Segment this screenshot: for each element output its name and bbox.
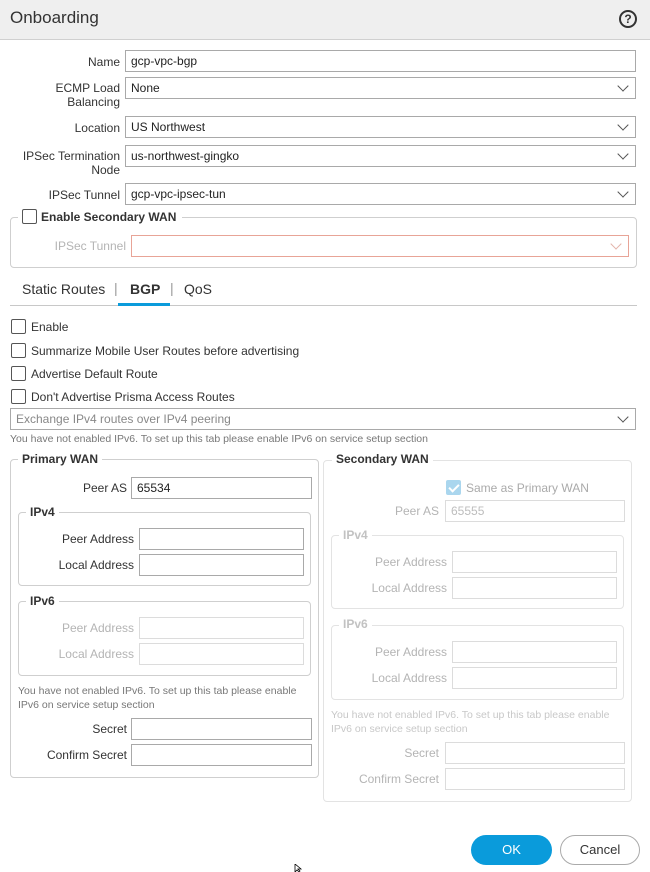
chevron-down-icon <box>617 148 628 159</box>
ipsec-node-select[interactable] <box>125 145 636 167</box>
secondary-ipv4-peer-input <box>452 551 617 573</box>
primary-ipv6-peer-input <box>139 617 304 639</box>
tab-qos[interactable]: QoS <box>184 281 213 297</box>
secondary-ipv6-local-label: Local Address <box>371 671 447 685</box>
secondary-wan-legend: Secondary WAN <box>332 452 433 466</box>
primary-ipv6-note-1: You have not enabled IPv6. To set up this tab please enable <box>18 685 297 697</box>
peer-as-input[interactable]: 65534 <box>131 477 312 499</box>
ipsec-node-label-2: Node <box>91 163 120 177</box>
same-as-primary-label: Same as Primary WAN <box>466 481 589 495</box>
summarize-checkbox[interactable] <box>11 343 26 358</box>
exchange-routes-value: Exchange IPv4 routes over IPv4 peering <box>16 412 231 426</box>
secondary-ipv6-peer-label: Peer Address <box>374 645 447 659</box>
location-select[interactable] <box>125 116 636 138</box>
ecmp-select[interactable] <box>125 77 636 99</box>
advertise-default-label: Advertise Default Route <box>31 367 158 381</box>
tab-bgp[interactable]: BGP <box>130 281 161 297</box>
secondary-ipv6-legend: IPv6 <box>339 617 372 631</box>
name-label: Name <box>87 55 120 69</box>
secondary-ipv6-peer-input <box>452 641 617 663</box>
chevron-down-icon <box>617 411 628 422</box>
summarize-label: Summarize Mobile User Routes before advertising <box>31 344 300 358</box>
ipsec-tunnel-value: gcp-vpc-ipsec-tun <box>131 187 226 201</box>
primary-ipv6-local-input <box>139 643 304 665</box>
name-input[interactable]: gcp-vpc-bgp <box>125 50 636 72</box>
primary-ipv4-peer-label: Peer Address <box>61 532 134 546</box>
ecmp-value: None <box>131 81 160 95</box>
advertise-default-checkbox[interactable] <box>11 366 26 381</box>
secret-label: Secret <box>92 722 127 736</box>
mouse-cursor-icon <box>294 864 304 872</box>
secondary-ipv6-local-input <box>452 667 617 689</box>
enable-secondary-wan-label: Enable Secondary WAN <box>41 209 177 224</box>
secondary-ipv4-local-label: Local Address <box>371 581 447 595</box>
primary-ipv4-peer-input[interactable] <box>139 528 304 550</box>
secondary-ipv4-peer-label: Peer Address <box>374 555 447 569</box>
exchange-routes-select[interactable] <box>10 408 636 430</box>
secondary-secret-input <box>445 742 625 764</box>
secret-input[interactable] <box>131 718 312 740</box>
chevron-down-icon <box>617 119 628 130</box>
dialog-title: Onboarding <box>10 8 99 27</box>
primary-wan-legend: Primary WAN <box>18 452 102 466</box>
location-label: Location <box>74 121 120 135</box>
secondary-ipv6-note-2: IPv6 on service setup section <box>331 723 468 735</box>
chevron-down-icon <box>617 186 628 197</box>
help-icon[interactable]: ? <box>619 10 637 28</box>
same-as-primary-checkbox[interactable] <box>446 480 461 495</box>
primary-ipv6-note-2: IPv6 on service setup section <box>18 699 155 711</box>
secondary-ipv6-note-1: You have not enabled IPv6. To set up this tab please enable <box>331 709 610 721</box>
ipv6-note: You have not enabled IPv6. To set up this tab please enable IPv6 on service setup section <box>10 433 428 445</box>
primary-ipv4-legend: IPv4 <box>26 505 59 519</box>
dont-advertise-label: Don't Advertise Prisma Access Routes <box>31 390 235 404</box>
tab-separator: | <box>114 280 118 296</box>
primary-ipv6-peer-label: Peer Address <box>61 621 134 635</box>
enable-secondary-wan[interactable] <box>18 209 182 224</box>
secondary-peer-as-label: Peer AS <box>394 504 439 518</box>
confirm-secret-input[interactable] <box>131 744 312 766</box>
secondary-tunnel-select[interactable] <box>131 235 629 257</box>
enable-label: Enable <box>31 320 69 334</box>
ipsec-node-label-1: IPSec Termination <box>22 149 120 163</box>
cancel-button[interactable]: Cancel <box>560 835 640 865</box>
ipsec-node-value: us-northwest-gingko <box>131 149 240 163</box>
ecmp-label-1: ECMP Load <box>55 81 120 95</box>
enable-secondary-wan-checkbox[interactable] <box>22 209 37 224</box>
primary-ipv4-local-label: Local Address <box>58 558 134 572</box>
tab-static-routes[interactable]: Static Routes <box>22 281 106 297</box>
ecmp-label-2: Balancing <box>67 95 120 109</box>
secondary-confirm-label: Confirm Secret <box>358 772 439 786</box>
secondary-ipv4-local-input <box>452 577 617 599</box>
ipsec-tunnel-select[interactable] <box>125 183 636 205</box>
location-value: US Northwest <box>131 120 206 134</box>
dont-advertise-checkbox[interactable] <box>11 389 26 404</box>
secondary-ipv4-legend: IPv4 <box>339 528 372 542</box>
primary-ipv4-local-input[interactable] <box>139 554 304 576</box>
chevron-down-icon <box>617 80 628 91</box>
enable-checkbox[interactable] <box>11 319 26 334</box>
secondary-tunnel-label: IPSec Tunnel <box>54 239 126 253</box>
ipsec-tunnel-label: IPSec Tunnel <box>48 188 120 202</box>
secondary-secret-label: Secret <box>404 746 439 760</box>
tab-separator: | <box>170 280 174 296</box>
ok-button[interactable]: OK <box>471 835 552 865</box>
peer-as-label: Peer AS <box>82 481 127 495</box>
confirm-secret-label: Confirm Secret <box>46 748 127 762</box>
chevron-down-icon <box>610 238 621 249</box>
primary-ipv6-local-label: Local Address <box>58 647 134 661</box>
active-tab-indicator <box>118 303 170 306</box>
tab-underline <box>10 305 637 306</box>
primary-ipv6-legend: IPv6 <box>26 594 59 608</box>
secondary-confirm-input <box>445 768 625 790</box>
secondary-peer-as-input: 65555 <box>445 500 625 522</box>
